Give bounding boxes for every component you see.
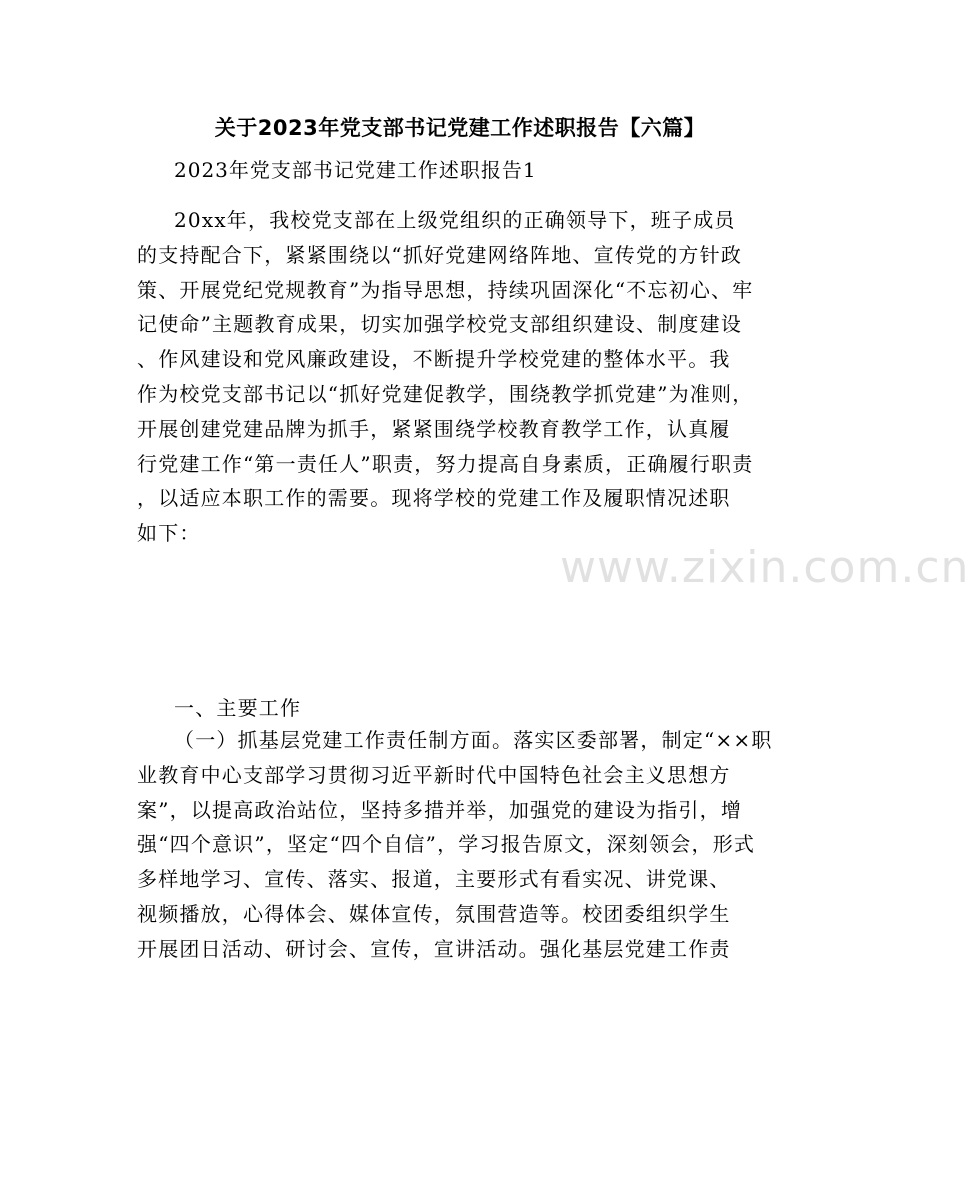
- text-line: 业教育中心支部学习贯彻习近平新时代中国特色社会主义思想方: [137, 762, 731, 787]
- text-line: 视频播放，心得体会、媒体宣传，氛围营造等。校团委组织学生: [137, 902, 731, 926]
- text-line: 强“四个意识”，坚定“四个自信”，学习报告原文，深刻领会，形式: [137, 832, 756, 857]
- text-line: 开展团日活动、研讨会、宣传，宣讲活动。强化基层党建工作责: [137, 936, 731, 961]
- text-line: （一）抓基层党建工作责任制方面。落实区委部署，制定“××职: [174, 728, 773, 752]
- text-line: 的支持配合下，紧紧围绕以“抓好党建网络阵地、宣传党的方针政: [137, 242, 743, 267]
- document-title: 关于2023年党支部书记党建工作述职报告【六篇】: [214, 116, 706, 140]
- text-line: 记使命”主题教育成果，切实加强学校党支部组织建设、制度建设: [137, 312, 743, 337]
- section-heading: 一、主要工作: [174, 696, 302, 720]
- text-line: ，以适应本职工作的需要。现将学校的党建工作及履职情况述职: [137, 486, 731, 511]
- watermark: www.zixin.com.cn: [560, 542, 969, 593]
- text-line: 案”，以提高政治站位，坚持多措并举，加强党的建设为指引，增: [137, 797, 743, 822]
- text-line: 、作风建设和党风廉政建设，不断提升学校党建的整体水平。我: [137, 347, 731, 372]
- text-line: 作为校党支部书记以“抓好党建促教学，围绕教学抓党建”为准则，: [137, 382, 754, 406]
- text-line: 如下：: [137, 521, 201, 546]
- text-line: 策、开展党纪党规教育”为指导思想，持续巩固深化“不忘初心、牢: [137, 277, 754, 302]
- text-line: 20xx年，我校党支部在上级党组织的正确领导下，班子成员: [174, 208, 736, 232]
- document-subtitle: 2023年党支部书记党建工作述职报告1: [174, 158, 537, 182]
- text-line: 多样地学习、宣传、落实、报道，主要形式有看实况、讲党课、: [137, 867, 731, 892]
- text-line: 行党建工作“第一责任人”职责，努力提高自身素质，正确履行职责: [137, 451, 754, 476]
- text-line: 开展创建党建品牌为抓手，紧紧围绕学校教育教学工作，认真履: [137, 416, 731, 441]
